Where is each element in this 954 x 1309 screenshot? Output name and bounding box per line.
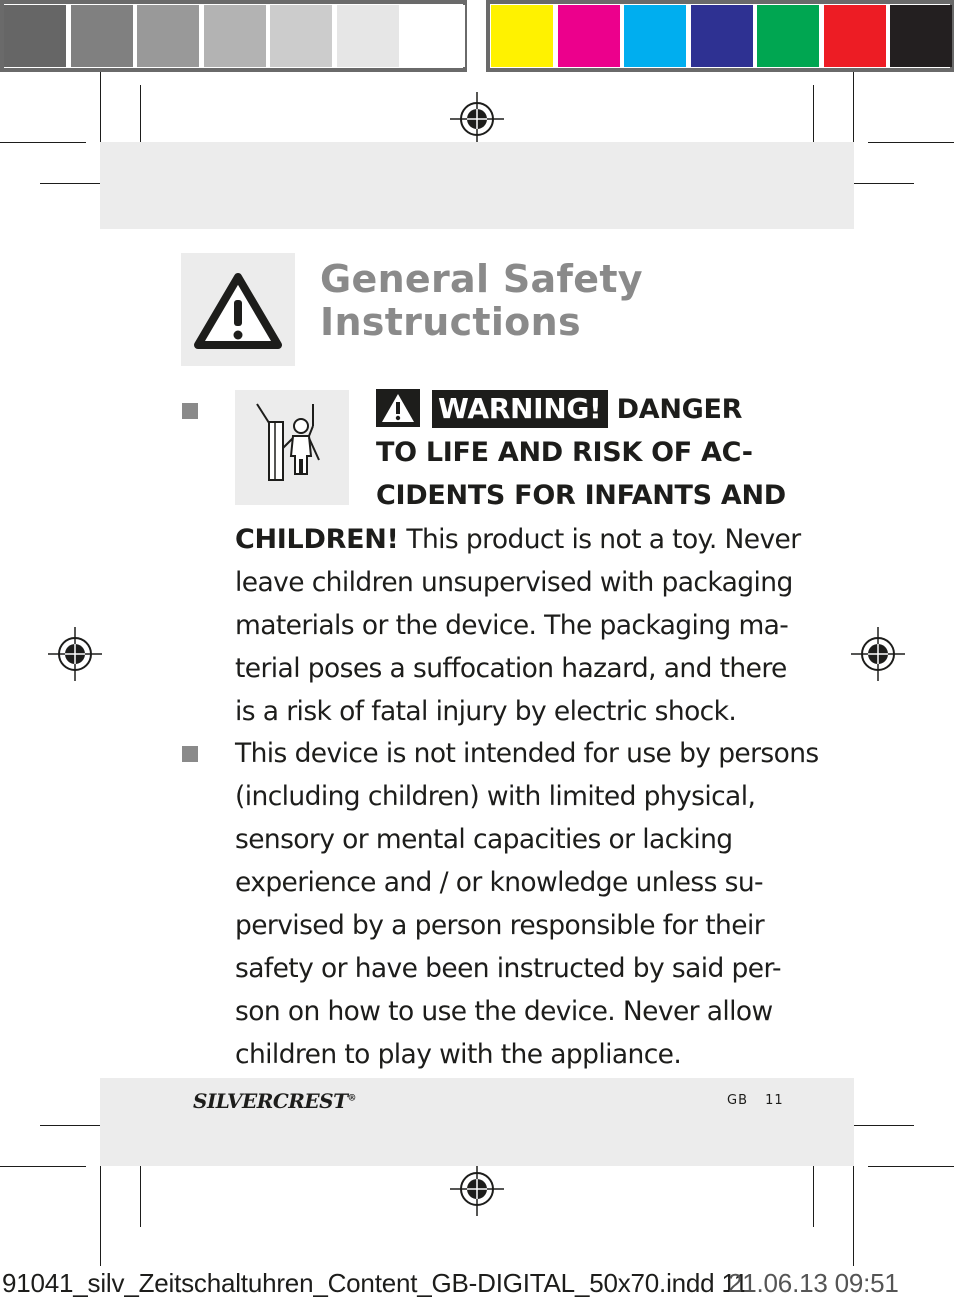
color-swatch (624, 5, 686, 67)
gray-swatch (71, 5, 133, 67)
child-warning-icon-box (235, 390, 349, 505)
warning-body-line4: terial poses a suffocation hazard, and there (235, 653, 787, 684)
warning-body-line2: leave children unsupervised with packaging (235, 567, 793, 598)
warning-heading-line3: CIDENTS FOR INFANTS AND (376, 480, 786, 511)
warning-heading-part1: DANGER (616, 394, 743, 425)
paragraph-line: son on how to use the device. Never allow (235, 996, 773, 1027)
gray-swatch (137, 5, 199, 67)
gray-swatch (4, 5, 66, 67)
header-band (100, 142, 854, 229)
color-swatch (757, 5, 819, 67)
title-line-2: Instructions (320, 300, 581, 344)
print-slug: 91041_silv_Zeitschaltuhren_Content_GB-DIGITAL_50x70.indd 11 (2, 1268, 749, 1298)
warning-body (235, 518, 801, 733)
color-swatch (691, 5, 753, 67)
page-title (320, 258, 643, 344)
warning-icon-box (181, 253, 295, 366)
registration-mark-icon (450, 92, 504, 146)
gray-swatch (403, 5, 465, 67)
color-swatch (890, 5, 952, 67)
brand-logo (193, 1089, 356, 1113)
warning-body-line5: is a risk of fatal injury by electric shock. (235, 696, 737, 727)
warning-heading-line4: CHILDREN! (235, 524, 399, 555)
registration-mark-icon (851, 627, 905, 681)
warning-heading-line2: TO LIFE AND RISK OF AC- (376, 437, 753, 468)
paragraph-line: children to play with the appliance. (235, 1039, 682, 1070)
paragraph-line: pervised by a person responsible for their (235, 910, 765, 941)
paragraph-line: (including children) with limited physical, (235, 781, 756, 812)
color-swatch (558, 5, 620, 67)
paragraph-line: safety or have been instructed by said per- (235, 953, 782, 984)
warning-body-line1: This product is not a toy. Never (398, 524, 801, 555)
bullet (182, 746, 198, 762)
registration-mark-icon (48, 627, 102, 681)
gray-swatch (204, 5, 266, 67)
color-swatch (491, 5, 553, 67)
paragraph-line: experience and / or knowledge unless su- (235, 867, 763, 898)
warning-badge-label: WARNING! (432, 390, 608, 428)
page-number: 11 (765, 1093, 784, 1108)
registration-mark-icon (450, 1162, 504, 1216)
title-line-1: General Safety (320, 257, 643, 301)
warning-heading (376, 389, 796, 517)
paragraph-line: sensory or mental capacities or lacking (235, 824, 733, 855)
language-code: GB (727, 1093, 748, 1108)
device-use-paragraph (235, 732, 819, 1076)
brand-name: SILVERCREST (193, 1089, 348, 1113)
warning-badge-icon (376, 389, 420, 427)
page-indicator (727, 1093, 784, 1108)
gray-swatch (270, 5, 332, 67)
warning-body-line3: materials or the device. The packaging ma- (235, 610, 789, 641)
paragraph-line: This device is not intended for use by persons (235, 738, 819, 769)
brand-registered-mark: ® (347, 1093, 356, 1104)
bullet (182, 403, 198, 419)
color-swatch (824, 5, 886, 67)
warning-triangle-icon (181, 253, 295, 366)
gray-swatch (337, 5, 399, 67)
print-slug-timestamp: 21.06.13 09:51 (728, 1268, 899, 1298)
child-strangulation-icon (235, 390, 349, 505)
